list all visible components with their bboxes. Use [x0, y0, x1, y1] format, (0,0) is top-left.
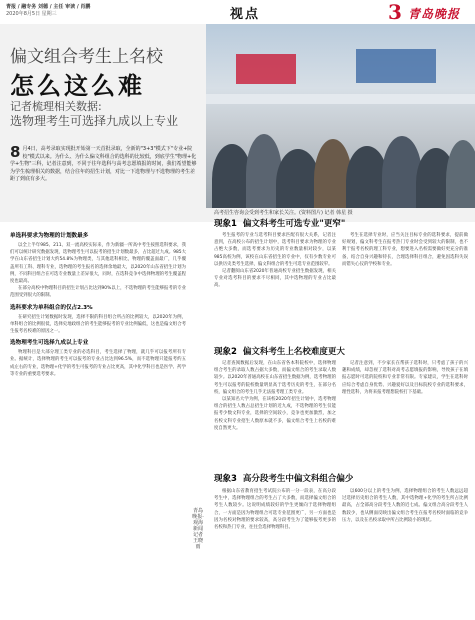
left-column [10, 228, 186, 616]
section2-heading [214, 345, 345, 357]
headline-line2: 怎么这么难 [10, 72, 145, 100]
paragraph: 根据山东省教育招生考试院公布的一分一段表，在高分段考生中，选择物理组合的考生占了大多数，而选择偏文组合的考生人数较少。这说明成绩较好的学生更倾向于选择物理组合，一方面是因为物理组合可选专业范围更广，另一方面也是因为名校对物理的要求较高，高分段考生为了能够报考更多的名校和热门专业，往往会选择物理科目。 [214, 489, 336, 531]
hero-photo [206, 24, 475, 208]
subheading: 选科要求为单科组合的仅占2.3% [10, 304, 93, 311]
header-editors: 青报 / 融专务 刘德 / 主任 审读 / 肖鹏 [6, 4, 91, 10]
paragraph: 记者注意到，不少家长在帮孩子选科时，只考虑了孩子的兴趣和成绩，却忽视了选科对高考志愿填报的影响，导致孩子在填报志愿时可选的院校和专业非常有限。专家建议，学生在选科时应综合考虑自身优势、兴趣爱好以及目标院校专业的选科要求，理性选科，为将来报考理想院校打下基础。 [342, 361, 468, 395]
section3-column-b [342, 488, 468, 616]
section1-heading [214, 217, 345, 229]
subheading: 选物理考生可选择九成以上专业 [10, 340, 89, 347]
paragraph: 考生报考的专业与选考科目要求匹配有很大关系，记者注意到，在高校公布的招生计划中，选考科目要求为物理的专业占绝大多数，而选考要求为历史的专业数量相对较少，以某985高校为例，该校在山东省招生的专业中，仅有少数专业可以供历史类考生选择，偏文科组合的考生可选专业范围较窄。 [214, 233, 336, 267]
section1-column-b [342, 232, 468, 342]
paragraph: 记者翻阅山东省2020年普通高校专业招生数据发现，相关专业对选考科目的要求不尽相同，其中选物理的专业占比最高。 [214, 269, 336, 289]
side-credit: 青岛晚报·观海新闻记者 王晓雨 [192, 508, 204, 550]
section3-label: 现象3 [214, 474, 237, 484]
header-meta [6, 4, 90, 18]
header-date: 2020年8月5日 星期三 [6, 11, 57, 17]
paragraph: 在部分高校中物理科目的招生计划占比达到90%以上，不选物理的考生能够报考的专业范围受到很大的限制。 [10, 286, 186, 299]
section2-title: 偏文科考生上名校难度更大 [242, 347, 345, 357]
page-header [0, 0, 475, 25]
newspaper-logo: 青岛晚报 [408, 7, 461, 21]
lead-dropcap: 8 [10, 143, 21, 161]
lead-paragraph [10, 143, 198, 184]
paragraph: 记者查阅数据后发现，在山东省各本科院校中，选择物理组合考生的录取人数占据大多数，而偏文组合的考生录取人数较少。以2020年普通高校在山东省招生数据为例，选考物理的考生可以报考的院校数量明显高于选考历史的考生，在部分名校，偏文组合的考生几乎无法报考理工类专业。 [214, 361, 336, 395]
page-number: 3 [388, 0, 402, 24]
section1-column-a [214, 232, 336, 342]
subheadline-line1: 记者梳理相关数据: [10, 100, 102, 113]
subheading: 单选科要求为物理的计划数最多 [10, 233, 89, 239]
paragraph: 以某知名大学为例，在该校2020年招生计划中，选考物理组合的招生人数占总招生计划的近九成，不选物理的考生仅能报考少数文科专业，选择的空间较小，竞争也更加激烈，加之名校文科专业招生人数原本就不多，偏文组合考生上名校的难度自然更大。 [214, 397, 336, 431]
paragraph: 物理科目是大部分理工类专业的必选科目，考生选择了物理，就几乎可以报考所有专业。据统计，选择物理的考生可以报考的专业占比达到96.5%，而不选物理只能报考约五成左右的专业，选物理+化学的考生可报考的专业占比更高，其中化学科目也是医学、药学等专业的重要选考要求。 [10, 350, 186, 377]
paragraph: 以全上半年985、211、双一流高校实际来，作为新疆一所高中考生按照选科要求，我们可以统计研究数据发现，选物理考生可以报考的招生计划数最多，占比超过九成。985大学在山东省招生计划大约54.8%为物理类，与其他选科相比，物理的覆盖面最广，几乎覆盖所有工科、理科专业，选物理的考生报名的选择余地最大，以2020年山东省招生计划为例，不同科目组合在可选专业数量上差异很大，同时，在选科竞争中选择物理的考生覆盖程度也最高。 [10, 243, 186, 285]
subheadline-line2: 选物理考生可选择九成以上专业 [10, 114, 179, 128]
paragraph: 在研究招生计划数据时发现，选择不限的科目组合所占的比例较大，以2020年为例，单科组合的比例很低，选择史地政组合的考生能够报考的专业比例偏低，这也是偏文组合考生报考名校难的原因之一。 [10, 314, 186, 335]
subheadline [10, 99, 178, 129]
paragraph: 以600分以上的考生为例，选择物理组合的考生人数远远超过选择历史组合的考生人数，其中选物理+化学的考生所占比例最高，占全部高分段考生人数的近七成。偏文组合高分段考生人数较少，也从侧面反映出偏文组合考生在报考名校时面临的竞争压力，以及在名校录取中所占比例较小的现状。 [342, 489, 468, 523]
section1-label: 现象1 [214, 219, 237, 229]
section-name: 视点 [230, 7, 261, 22]
headline-line1: 偏文组合考生上名校 [10, 47, 163, 67]
section3-column-a [214, 488, 336, 616]
section3-heading [214, 472, 353, 484]
lead-text: 月4日，高考录取实现批开始第一天首批录取，全新的"3+3"模式下"专业+院校"模式以来。为什么、为什么偏文科组合的选科的比较低，到底学生"物理+化学+生物"三科，记者注意到，不同于往年选科与高考志愿填报的时间，我们希望能够为学生梳理相关的数据，结合往年的招生计划，对比一下选物理与不选物理的考生差距了到底有多大。 [10, 146, 197, 182]
section2-label: 现象2 [214, 347, 237, 357]
section3-title: 高分段考生中偏文科组合偏少 [242, 474, 354, 484]
hero-block [0, 24, 475, 222]
section2-column-b [342, 360, 468, 465]
section1-title: 偏文科考生可选专业"更窄" [242, 219, 346, 229]
photo-caption: 高考招生咨询会受到考生和家长关注。(资料图片) 记者 韩星 摄 [214, 210, 353, 216]
section2-column-a [214, 360, 336, 465]
paragraph: 考生在选择专业时，应当关注目标专业的选科要求，提前做好规划，偏文科考生在报考热门专业时会受到较大的限制，也不利于报考名校的理工科专业，想要进入名校需要做好更充分的准备，结合自身兴趣和特长，合理选择科目组合，避免因选科失误而错失心仪的学校和专业。 [342, 233, 468, 267]
